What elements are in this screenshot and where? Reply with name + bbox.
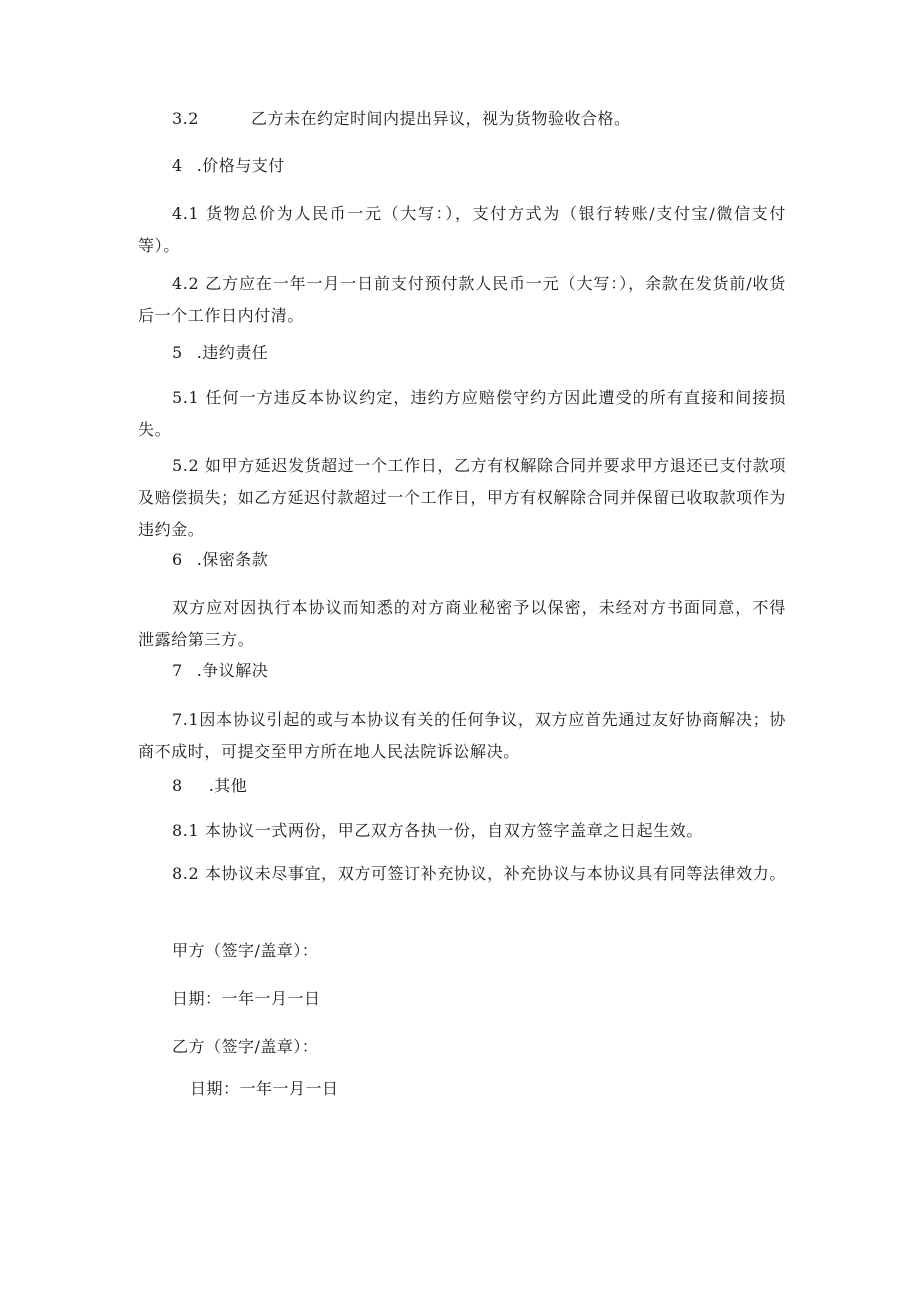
clause-5-1: 5.1 任何一方违反本协议约定，违约方应赔偿守约方因此遭受的所有直接和间接损失。 bbox=[138, 388, 786, 439]
heading-7-number: 7 bbox=[172, 661, 183, 680]
heading-8 bbox=[172, 775, 247, 797]
heading-5-title: .违约责任 bbox=[196, 343, 269, 362]
party-b-date: 日期：一年一月一日 bbox=[190, 1079, 339, 1098]
heading-7 bbox=[172, 660, 268, 682]
heading-5-number: 5 bbox=[172, 343, 183, 362]
heading-8-title: .其他 bbox=[208, 776, 248, 795]
party-b-signature: 乙方（签字/盖章）： bbox=[172, 1037, 319, 1056]
clause-3-2 bbox=[172, 108, 630, 130]
clause-8-1: 8.1 本协议一式两份，甲乙双方各执一份，自双方签字盖章之日起生效。 bbox=[172, 821, 703, 840]
clause-3-2-number: 3.2 bbox=[172, 109, 199, 128]
clause-4-1: 4.1 货物总价为人民币一元（大写：），支付方式为（银行转账/支付宝/微信支付等）。 bbox=[138, 204, 786, 255]
party-a-date: 日期：一年一月一日 bbox=[172, 989, 321, 1008]
heading-7-title: .争议解决 bbox=[196, 661, 269, 680]
heading-4-number: 4 bbox=[172, 156, 183, 175]
clause-8-2: 8.2 本协议未尽事宜，双方可签订补充协议，补充协议与本协议具有同等法律效力。 bbox=[172, 864, 786, 883]
clause-3-2-text: 乙方未在约定时间内提出异议，视为货物验收合格。 bbox=[250, 109, 631, 128]
heading-6 bbox=[172, 549, 268, 571]
heading-5 bbox=[172, 342, 268, 364]
clause-5-2: 5.2 如甲方延迟发货超过一个工作日，乙方有权解除合同并要求甲方退还已支付款项及赔偿损失；如乙方延迟付款超过一个工作日，甲方有权解除合同并保留已收取款项作为违约金。 bbox=[138, 456, 786, 539]
clause-6-text: 双方应对因执行本协议而知悉的对方商业秘密予以保密，未经对方书面同意，不得泄露给第三方。 bbox=[138, 598, 786, 649]
party-a-signature: 甲方（签字/盖章）： bbox=[172, 941, 319, 960]
heading-4 bbox=[172, 155, 285, 177]
heading-4-title: .价格与支付 bbox=[196, 156, 285, 175]
heading-6-title: .保密条款 bbox=[196, 550, 269, 569]
clause-4-2: 4.2 乙方应在一年一月一日前支付预付款人民币一元（大写：），余款在发货前/收货后一个工作日内付清。 bbox=[138, 274, 786, 325]
clause-7-1: 7.1因本协议引起的或与本协议有关的任何争议，双方应首先通过友好协商解决；协商不成时，可提交至甲方所在地人民法院诉讼解决。 bbox=[138, 710, 786, 761]
heading-8-number: 8 bbox=[172, 776, 183, 795]
heading-6-number: 6 bbox=[172, 550, 183, 569]
